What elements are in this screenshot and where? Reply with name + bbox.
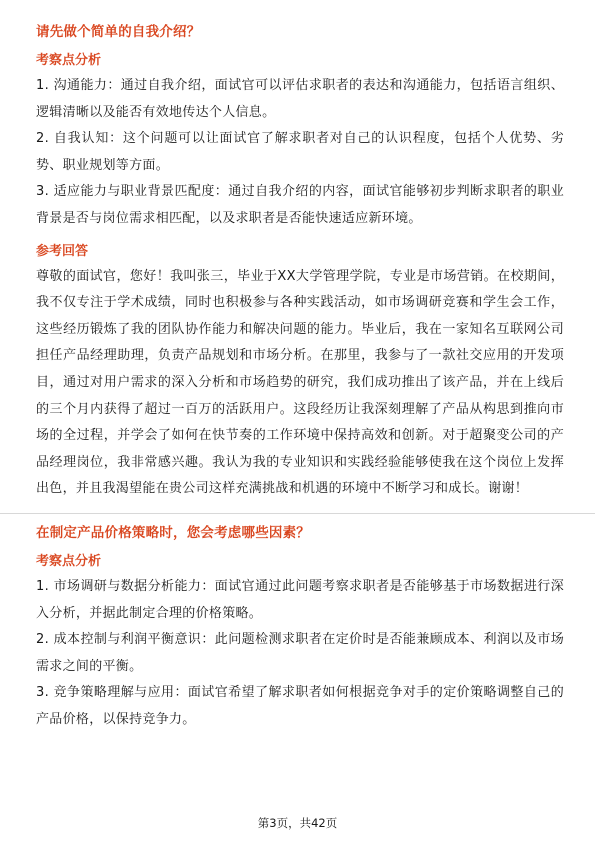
question-heading-1: 请先做个简单的自我介绍？: [36, 24, 201, 40]
analysis-item: 3. 适应能力与职业背景匹配度：通过自我介绍的内容，面试官能够初步判断求职者的职业背景是否与岗位需求相匹配，以及求职者是否能快速适应新环境。: [36, 184, 564, 226]
analysis-item: 2. 成本控制与利润平衡意识：此问题检测求职者在定价时是否能兼顾成本、利润以及市场需求之间的平衡。: [36, 632, 564, 674]
document-page: [36, 0, 564, 733]
answer-label-1: 参考回答: [36, 243, 89, 259]
section-divider: [0, 513, 595, 514]
analysis-item: 2. 自我认知：这个问题可以让面试官了解求职者对自己的认识程度，包括个人优势、劣势、职业规划等方面。: [36, 131, 564, 173]
analysis-label-2: 考察点分析: [36, 553, 102, 569]
question-heading-2: 在制定产品价格策略时，您会考虑哪些因素？: [36, 524, 310, 541]
analysis-item: 1. 市场调研与数据分析能力：面试官通过此问题考察求职者是否能够基于市场数据进行深入分析，并据此制定合理的价格策略。: [36, 578, 564, 621]
answer-text: 尊敬的面试官，您好！我叫张三，毕业于XX大学管理学院，专业是市场营销。在校期间，我不仅专注于学术成绩，同时也积极参与各种实践活动，如市场调研竞赛和学生会工作，这些经历锻炼了我的团队协作能力和解决问题的能力。毕业后，我在一家知名互联网公司担任产品经理助理，负责产品规划和市场分析。在那里，我参与了一款社交应用的开发项目，通过对用户需求的深入分析和市场趋势的研究，我们成功推出了该产品，并在上线后的三个月内获得了超过一百万的活跃用户。这段经历让我深刻理解了产品从构思到推向市场的全过程，并学会了如何在快节奏的工作环境中保持高效和创新。对于超聚变公司的产品经理岗位，我非常感兴趣。我认为我的专业知识和实践经验能够使我在这个岗位上发挥出色，并且我渴望能在贵公司这样充满挑战和机遇的环境中不断学习和成长。谢谢！: [36, 268, 564, 497]
analysis-label-1: 考察点分析: [36, 53, 102, 68]
analysis-item: 1. 沟通能力：通过自我介绍，面试官可以评估求职者的表达和沟通能力，包括语言组织、逻辑清晰以及能否有效地传达个人信息。: [36, 78, 564, 120]
analysis-item: 3. 竞争策略理解与应用：面试官希望了解求职者如何根据竞争对手的定价策略调整自己的产品价格，以保持竞争力。: [36, 685, 564, 727]
page-footer: 第3页，共42页: [257, 816, 338, 830]
